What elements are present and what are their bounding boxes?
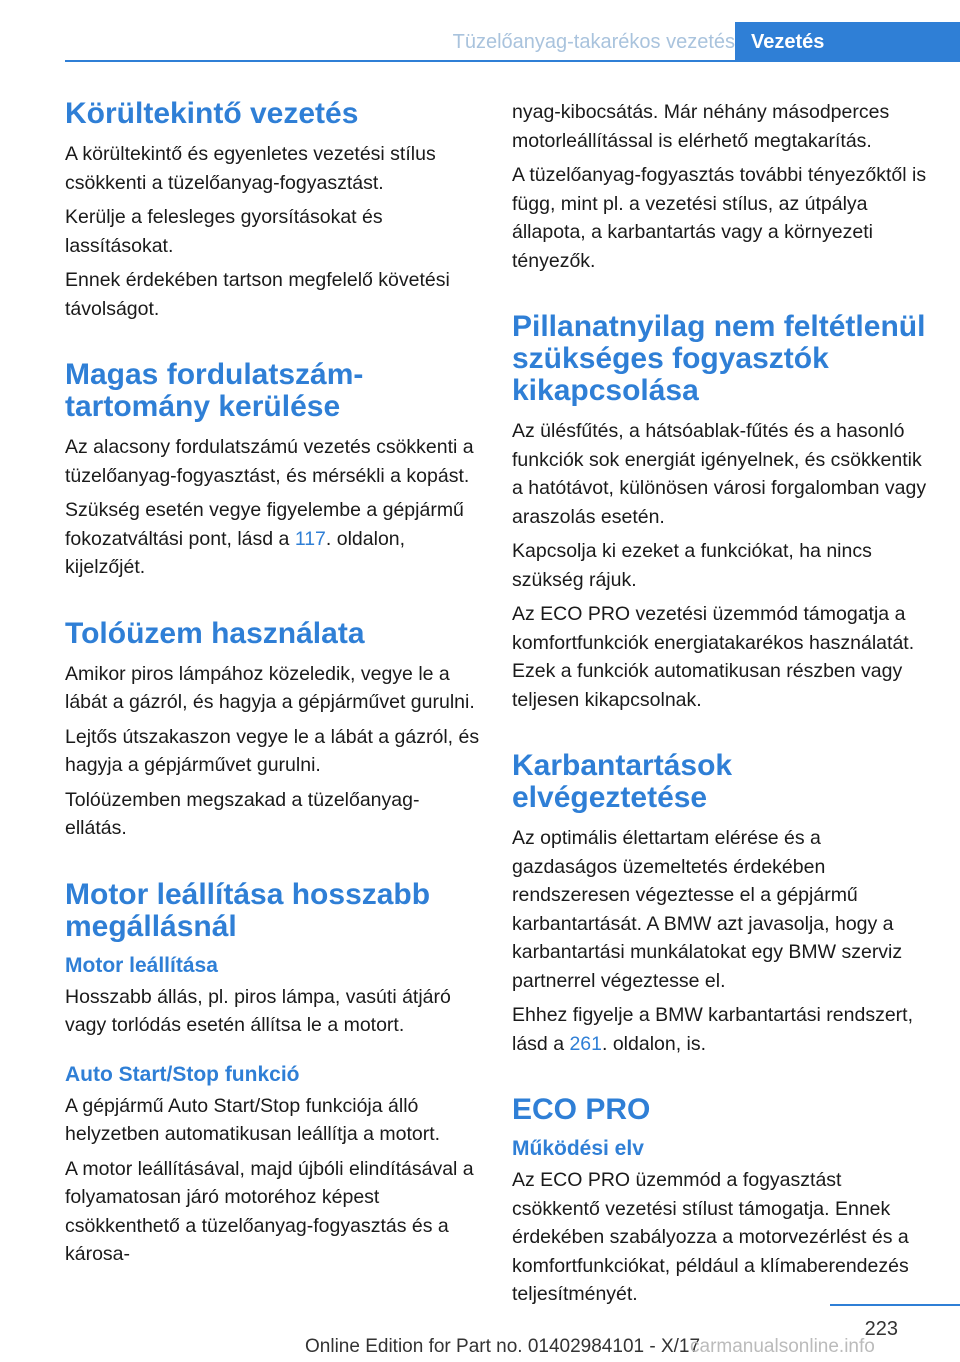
paragraph: Az ülésfűtés, a hátsóablak-fűtés és a hasonló funkciók sok energiát igényelnek, és csökkentik a hatótávot, különösen városi forgalomban vagy araszolás esetén.	[512, 420, 927, 528]
paragraph: Tolóüzemben megszakad a tüzelőanyag-ellátás.	[65, 788, 420, 839]
section-title: Karbantartások elvégeztetése	[512, 749, 733, 814]
paragraph: A körültekintő és egyenletes vezetési stílus csökkenti a tüzelőanyag-fogyasztást.	[65, 143, 436, 194]
section-title: ECO PRO	[512, 1093, 651, 1126]
page-number: 223	[864, 1318, 898, 1340]
paragraph: A gépjármű Auto Start/Stop funkciója álló helyzetben automatikusan leállítja a motort.	[65, 1094, 441, 1145]
section-title: Körültekintő vezetés	[65, 97, 359, 130]
paragraph: Ehhez figyelje a BMW karbantartási rendszert, lásd a 261. oldalon, is.	[512, 1004, 914, 1055]
right-column	[512, 98, 930, 1315]
section-title: Tolóüzem használata	[65, 616, 365, 650]
section-title: Pillanatnyilag nem feltétlenül szükséges fogyasztók kikapcsolása	[512, 310, 926, 407]
paragraph: Az optimális élettartam elérése és a gazdaságos üzemeltetés érdekében rendszeresen végeztesse el a gépjármű karbantartását. A BMW azt javasolja, hogy a karbantartási munkálatokat egy BMW szerviz partnerrel végeztesse el.	[512, 827, 903, 992]
paragraph: Kerülje a felesleges gyorsításokat és lassításokat.	[65, 206, 383, 257]
paragraph: Ennek érdekében tartson megfelelő követési távolságot.	[65, 269, 450, 320]
paragraph: Amikor piros lámpához közeledik, vegye le a lábát a gázról, és hagyja a gépjárművet gurulni.	[65, 662, 475, 713]
subsection-title: Működési elv	[512, 1137, 644, 1160]
paragraph: Az ECO PRO vezetési üzemmód támogatja a komfortfunkciók energiatakarékos használatát. Ezek a funkciók automatikusan részben vagy teljesen kikapcsolnak.	[512, 603, 915, 711]
page-link[interactable]: 261	[569, 1032, 602, 1055]
paragraph: Kapcsolja ki ezeket a funkciókat, ha nincs szükség rájuk.	[512, 540, 872, 591]
footer-rule	[830, 1304, 960, 1306]
paragraph: nyag-kibocsátás. Már néhány másodperces motorleállítással is elérhető megtakarítás.	[512, 101, 890, 152]
header-rule	[65, 60, 960, 62]
header-chapter-tab[interactable]: Vezetés	[735, 22, 960, 62]
subsection-title: Auto Start/Stop funkció	[65, 1062, 300, 1086]
left-column	[65, 98, 480, 1275]
paragraph: Szükség esetén vegye figyelembe a gépjármű fokozatváltási pont, lásd a 117. oldalon, kijelzőjét.	[65, 499, 464, 578]
paragraph: A tüzelőanyag-fogyasztás további tényezőktől is függ, mint pl. a vezetési stílus, az útpálya állapota, a karbantartás vagy a környezeti tényezők.	[512, 164, 927, 272]
section-title: Magas fordulatszám-tartomány kerülése	[65, 358, 364, 423]
watermark: carmanualsonline.info	[690, 1336, 875, 1357]
page-header	[65, 22, 960, 62]
paragraph: A motor leállításával, majd újbóli elindításával a folyamatosan járó motoréhoz képest csökkenthető a tüzelőanyag-fogyasztás és a károsa-	[65, 1157, 474, 1265]
section-title: Motor leállítása hosszabb megállásnál	[65, 877, 431, 943]
paragraph: Az alacsony fordulatszámú vezetés csökkenti a tüzelőanyag-fogyasztást, és mérsékli a kopást.	[65, 436, 474, 487]
header-section-title: Tüzelőanyag-takarékos vezetés	[452, 31, 735, 53]
paragraph: Az ECO PRO üzemmód a fogyasztást csökkentő vezetési stílust támogatja. Ennek érdekében szabályozza a motorvezérlést és a komfortfunkciókat, például a klímaberendezés teljesítményét.	[512, 1169, 909, 1305]
edition-note: Online Edition for Part no. 01402984101 - X/17	[305, 1336, 701, 1357]
subsection-title: Motor leállítása	[65, 953, 218, 977]
paragraph: Hosszabb állás, pl. piros lámpa, vasúti átjáró vagy torlódás esetén állítsa le a motort.	[65, 985, 451, 1036]
page-link[interactable]: 117	[294, 527, 326, 550]
paragraph: Lejtős útszakaszon vegye le a lábát a gázról, és hagyja a gépjárművet gurulni.	[65, 725, 480, 776]
